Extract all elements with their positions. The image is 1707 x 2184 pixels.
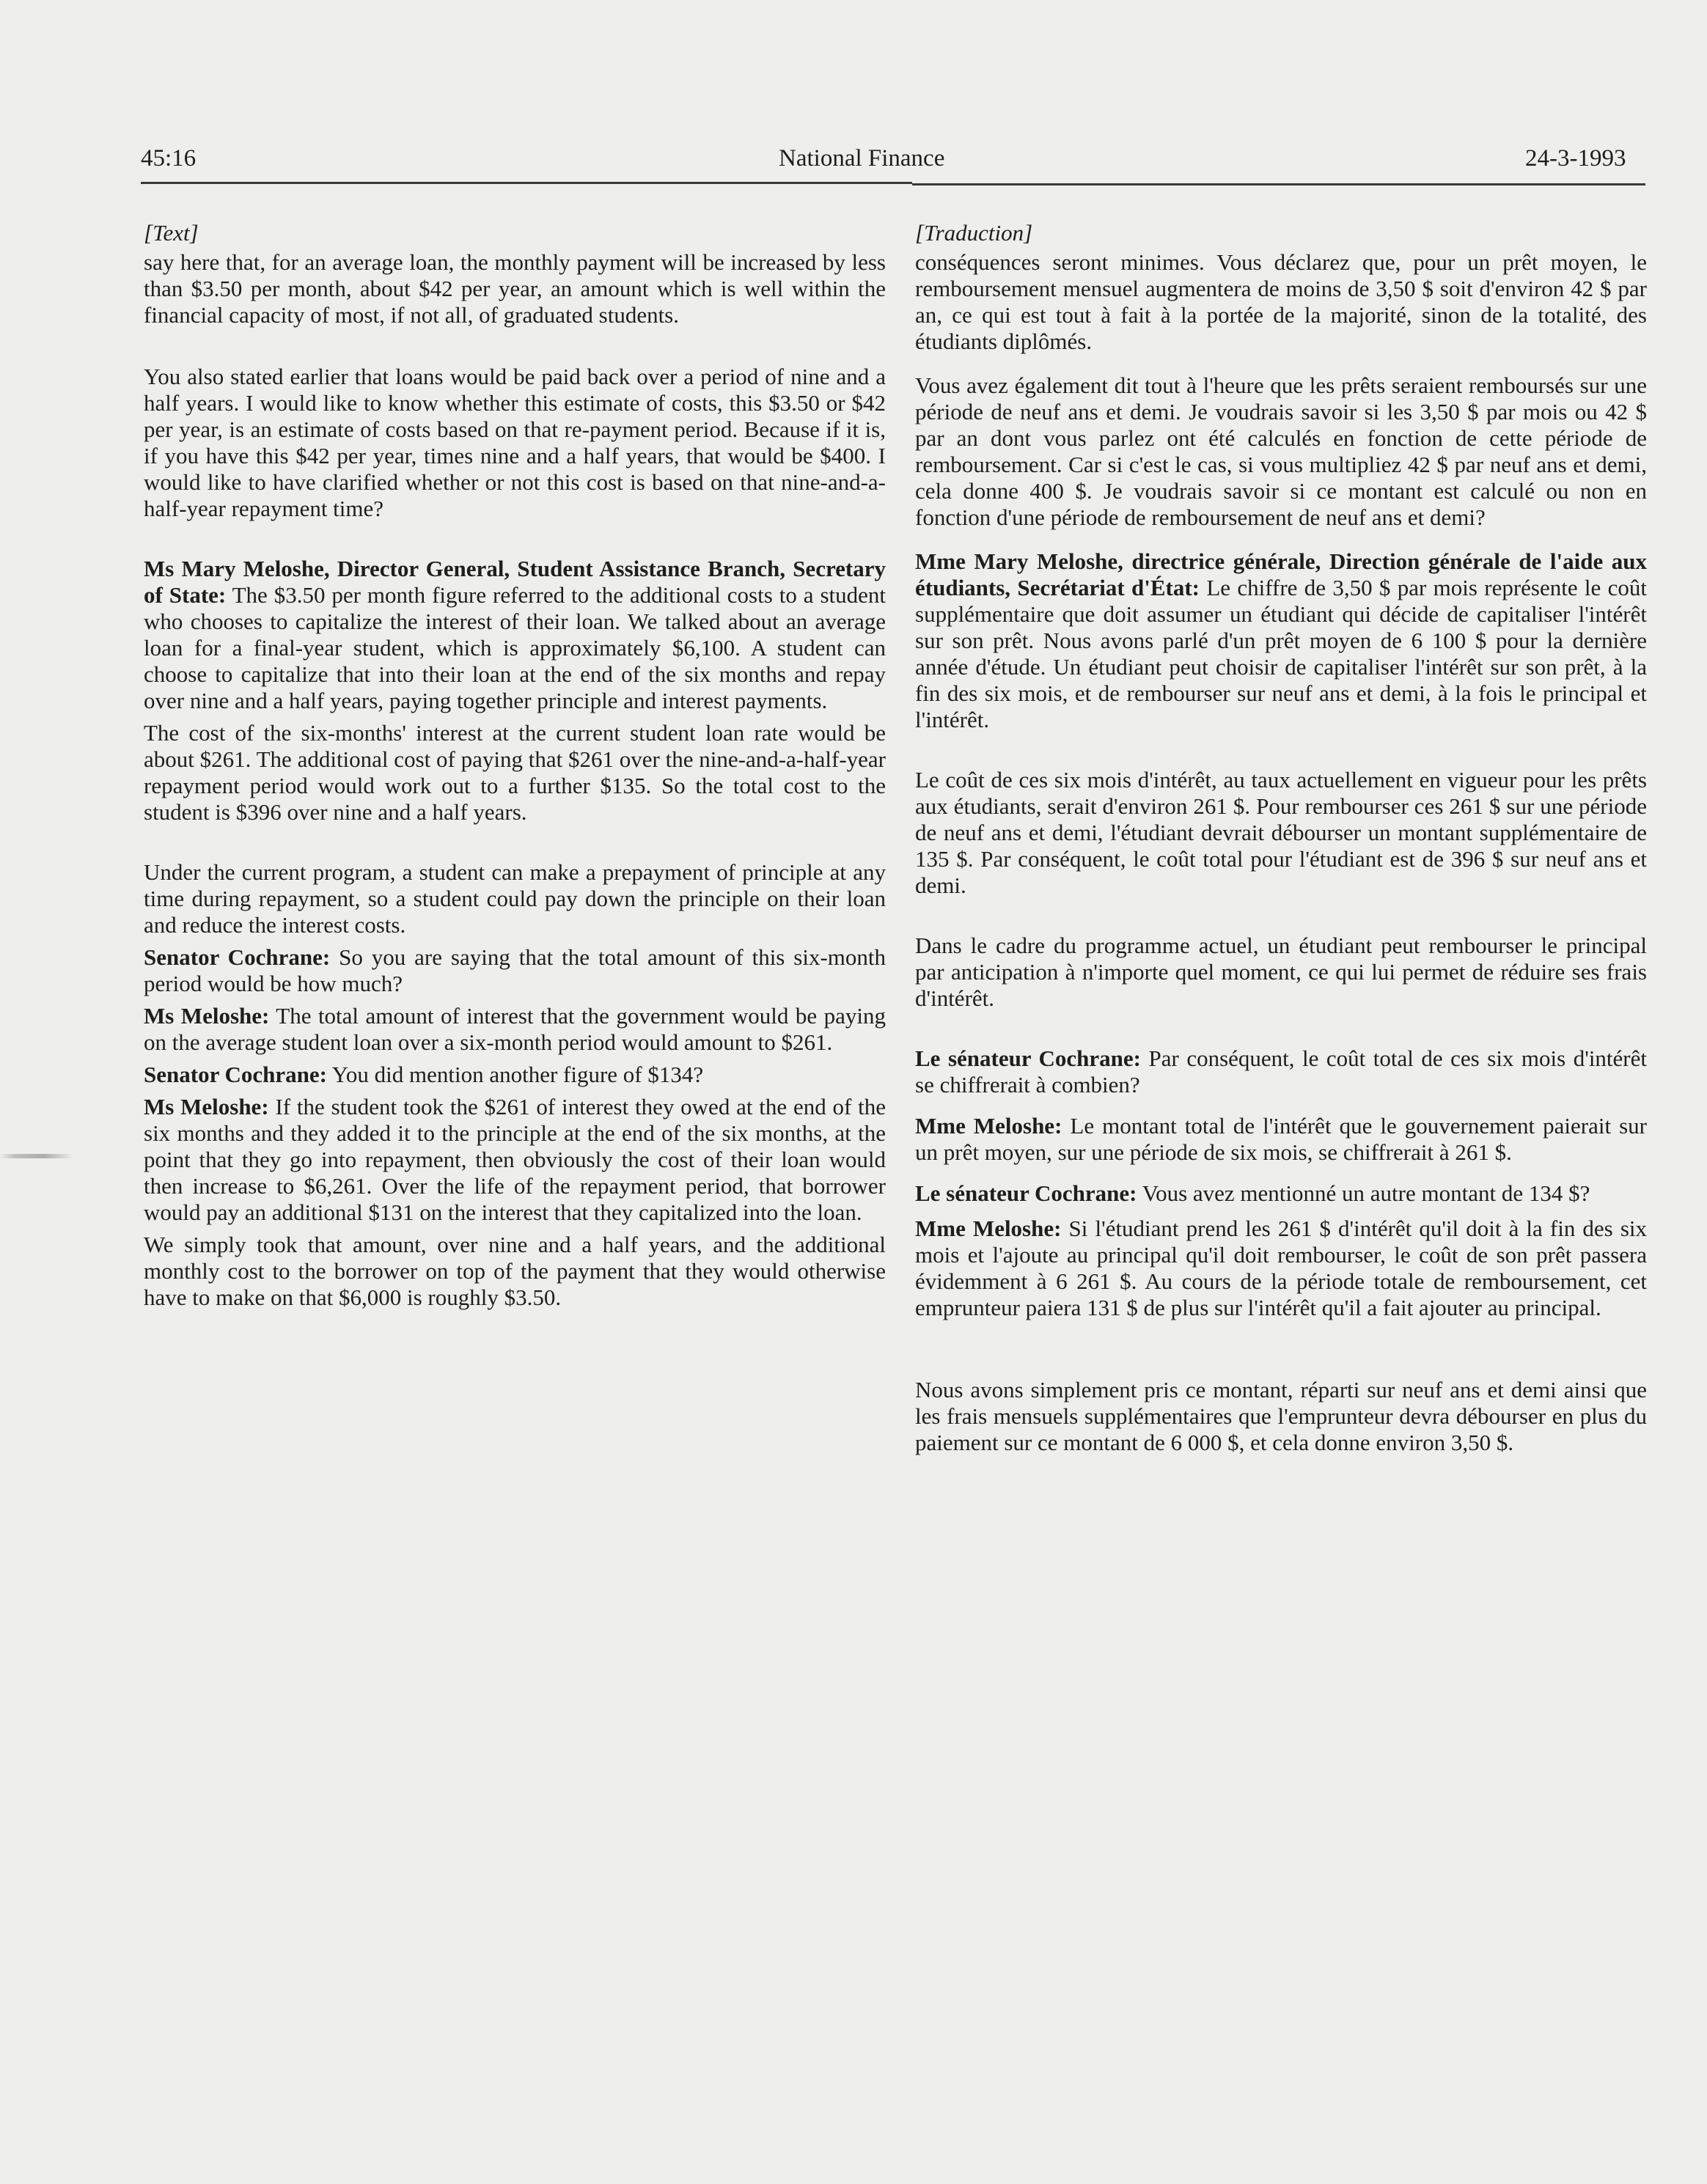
paragraph-text: So you are saying that the total amount of this six-month period would be how much? (144, 944, 886, 996)
paragraph (144, 944, 886, 997)
speaker-name: Ms Mary Meloshe, Director General, Student Assistance Branch, Secretary of State: (144, 556, 886, 608)
margin-mark (0, 1154, 73, 1158)
paragraph-text: conséquences seront minimes. Vous déclarez que, pour un prêt moyen, le remboursement mensuel augmentera de moins de 3,50 $ soit d'environ 42 $ par an, ce qui est tout à fait à la portée de la majorité, sinon de la totalité, des étudiants diplômés. (915, 249, 1647, 354)
paragraph-text: You did mention another figure of $134? (331, 1062, 704, 1087)
paragraph-text: Dans le cadre du programme actuel, un étudiant peut rembourser le principal par anticipation à n'importe quel moment, ce qui lui permet de réduire ses frais d'intérêt. (915, 933, 1647, 1011)
paragraph-text: The $3.50 per month figure referred to the additional costs to a student who chooses to capitalize the interest of their loan. We talked about an average loan for a final-year student, which is approximately $6,100. A student can choose to capitalize that into their loan at the end of the six months and repay over nine and a half years, paying together principle and interest payments. (144, 582, 886, 713)
paragraph (915, 1113, 1647, 1166)
paragraph-text: If the student took the $261 of interest they owed at the end of the six months and they added it to the principle at the end of the six months, at the point that they go into repayment, then obviously the cost of their loan would then increase to $6,261. Over the life of the repayment period, that borrower would pay an additional $131 on the interest that they capitalized into the loan. (144, 1094, 886, 1225)
speaker-name: Senator Cochrane: (144, 1062, 327, 1087)
paragraph-text: Nous avons simplement pris ce montant, réparti sur neuf ans et demi ainsi que les frais mensuels supplémentaires que l'emprunteur devra débourser en plus du paiement sur ce montant de 6 000 $, et cela donne environ 3,50 $. (915, 1377, 1647, 1455)
speaker-name: Le sénateur Cochrane: (915, 1045, 1141, 1071)
paragraph (144, 859, 886, 938)
paragraph (915, 1216, 1647, 1321)
paragraph-text: Vous avez également dit tout à l'heure que les prêts seraient remboursés sur une période de neuf ans et demi. Je voudrais savoir si les 3,50 $ par mois ou 42 $ par an dont vous parlez ont été calculés en fonction de cette période de remboursement. Car si c'est le cas, si vous multipliez 42 $ par neuf ans et demi, cela donne 400 $. Je voudrais savoir si ce montant est calculé ou non en fonction d'une période de remboursement de neuf ans et demi? (915, 372, 1647, 530)
paragraph-text: The total amount of interest that the government would be paying on the average student loan over a six-month period would amount to $261. (144, 1003, 886, 1055)
paragraph (144, 556, 886, 714)
paragraph-text: Le chiffre de 3,50 $ par mois représente le coût supplémentaire que doit assumer un étudiant qui décide de capitaliser l'intérêt sur son prêt. Nous avons parlé d'un prêt moyen de 6 100 $ pour la dernière année d'étude. Un étudiant peut choisir de capitaliser l'intérêt sur son prêt, à la fin des six mois, et de rembourser sur neuf ans et demi, à la fois le principal et l'intérêt. (915, 575, 1647, 732)
paragraph (144, 1003, 886, 1056)
paragraph-text: The cost of the six-months' interest at the current student loan rate would be about $261. The additional cost of paying that $261 over the nine-and-a-half-year repayment period would work out to a further $135. So the total cost to the student is $396 over nine and a half years. (144, 720, 886, 825)
paragraph (144, 720, 886, 826)
paragraph (915, 767, 1647, 899)
paragraph (915, 1377, 1647, 1456)
french-column (915, 220, 1647, 1456)
paragraph-text: Le coût de ces six mois d'intérêt, au taux actuellement en vigueur pour les prêts aux étudiants, serait d'environ 261 $. Pour rembourser ces 261 $ sur une période de neuf ans et demi, l'étudiant devrait débourser un montant supplémentaire de 135 $. Par conséquent, le coût total pour l'étudiant est de 396 $ sur neuf ans et demi. (915, 767, 1647, 898)
english-column (144, 220, 886, 1311)
page-number: 45:16 (141, 145, 197, 172)
paragraph-text: Par conséquent, le coût total de ces six mois d'intérêt se chiffrerait à combien? (915, 1045, 1647, 1097)
paragraph-text: Under the current program, a student can make a prepayment of principle at any time during repayment, so a student could pay down the principle on their loan and reduce the interest costs. (144, 859, 886, 938)
paragraph-text: You also stated earlier that loans would be paid back over a period of nine and a half years. I would like to know whether this estimate of costs, this $3.50 or $42 per year, is an estimate of costs based on that re-payment period. Because if it is, if you have this $42 per year, times nine and a half years, that would be $400. I would like to have clarified whether or not this cost is based on that nine-and-a-half-year repayment time? (144, 364, 886, 521)
speaker-name: Senator Cochrane: (144, 944, 331, 970)
paragraph (915, 249, 1647, 355)
speaker-name: Ms Meloshe: (144, 1094, 269, 1119)
paragraph-text: Si l'étudiant prend les 261 $ d'intérêt qu'il doit à la fin des six mois et l'ajoute au principal qu'il doit rembourser, le coût de son prêt passera évidemment à 6 261 $. Au cours de la période totale de remboursement, cet emprunteur paiera 131 $ de plus sur l'intérêt qu'il a fait ajouter au principal. (915, 1216, 1647, 1320)
header-rule-right (912, 183, 1645, 185)
paragraph (144, 1062, 886, 1088)
paragraph (915, 372, 1647, 531)
paragraph (915, 1045, 1647, 1098)
speaker-name: Ms Meloshe: (144, 1003, 270, 1029)
paragraph (915, 933, 1647, 1012)
text-tag: [Text] (144, 220, 199, 246)
paragraph-text: We simply took that amount, over nine and a half years, and the additional monthly cost to the borrower on top of the payment that they would otherwise have to make on that $6,000 is roughly $3.50. (144, 1232, 886, 1310)
speaker-name: Le sénateur Cochrane: (915, 1180, 1137, 1206)
paragraph (915, 1180, 1647, 1207)
paragraph (915, 548, 1647, 733)
page-date: 24-3-1993 (1525, 145, 1626, 172)
paragraph (144, 249, 886, 328)
paragraph-text: say here that, for an average loan, the monthly payment will be increased by less than $3.50 per month, about $42 per year, an amount which is well within the financial capacity of most, if not all, of graduated students. (144, 249, 886, 328)
paragraph-text: Vous avez mentionné un autre montant de 134 $? (1142, 1180, 1590, 1206)
running-title: National Finance (779, 145, 945, 172)
speaker-name: Mme Meloshe: (915, 1113, 1062, 1139)
paragraph (144, 1232, 886, 1311)
paragraph (144, 364, 886, 522)
translation-tag: [Traduction] (915, 220, 1033, 246)
speaker-name: Mme Mary Meloshe, directrice générale, Direction générale de l'aide aux étudiants, Secrétariat d'État: (915, 548, 1647, 600)
paragraph-text: Le montant total de l'intérêt que le gouvernement paierait sur un prêt moyen, sur une période de six mois, se chiffrerait à 261 $. (915, 1113, 1647, 1165)
paragraph (144, 1094, 886, 1226)
header-rule (141, 182, 912, 184)
speaker-name: Mme Meloshe: (915, 1216, 1062, 1241)
